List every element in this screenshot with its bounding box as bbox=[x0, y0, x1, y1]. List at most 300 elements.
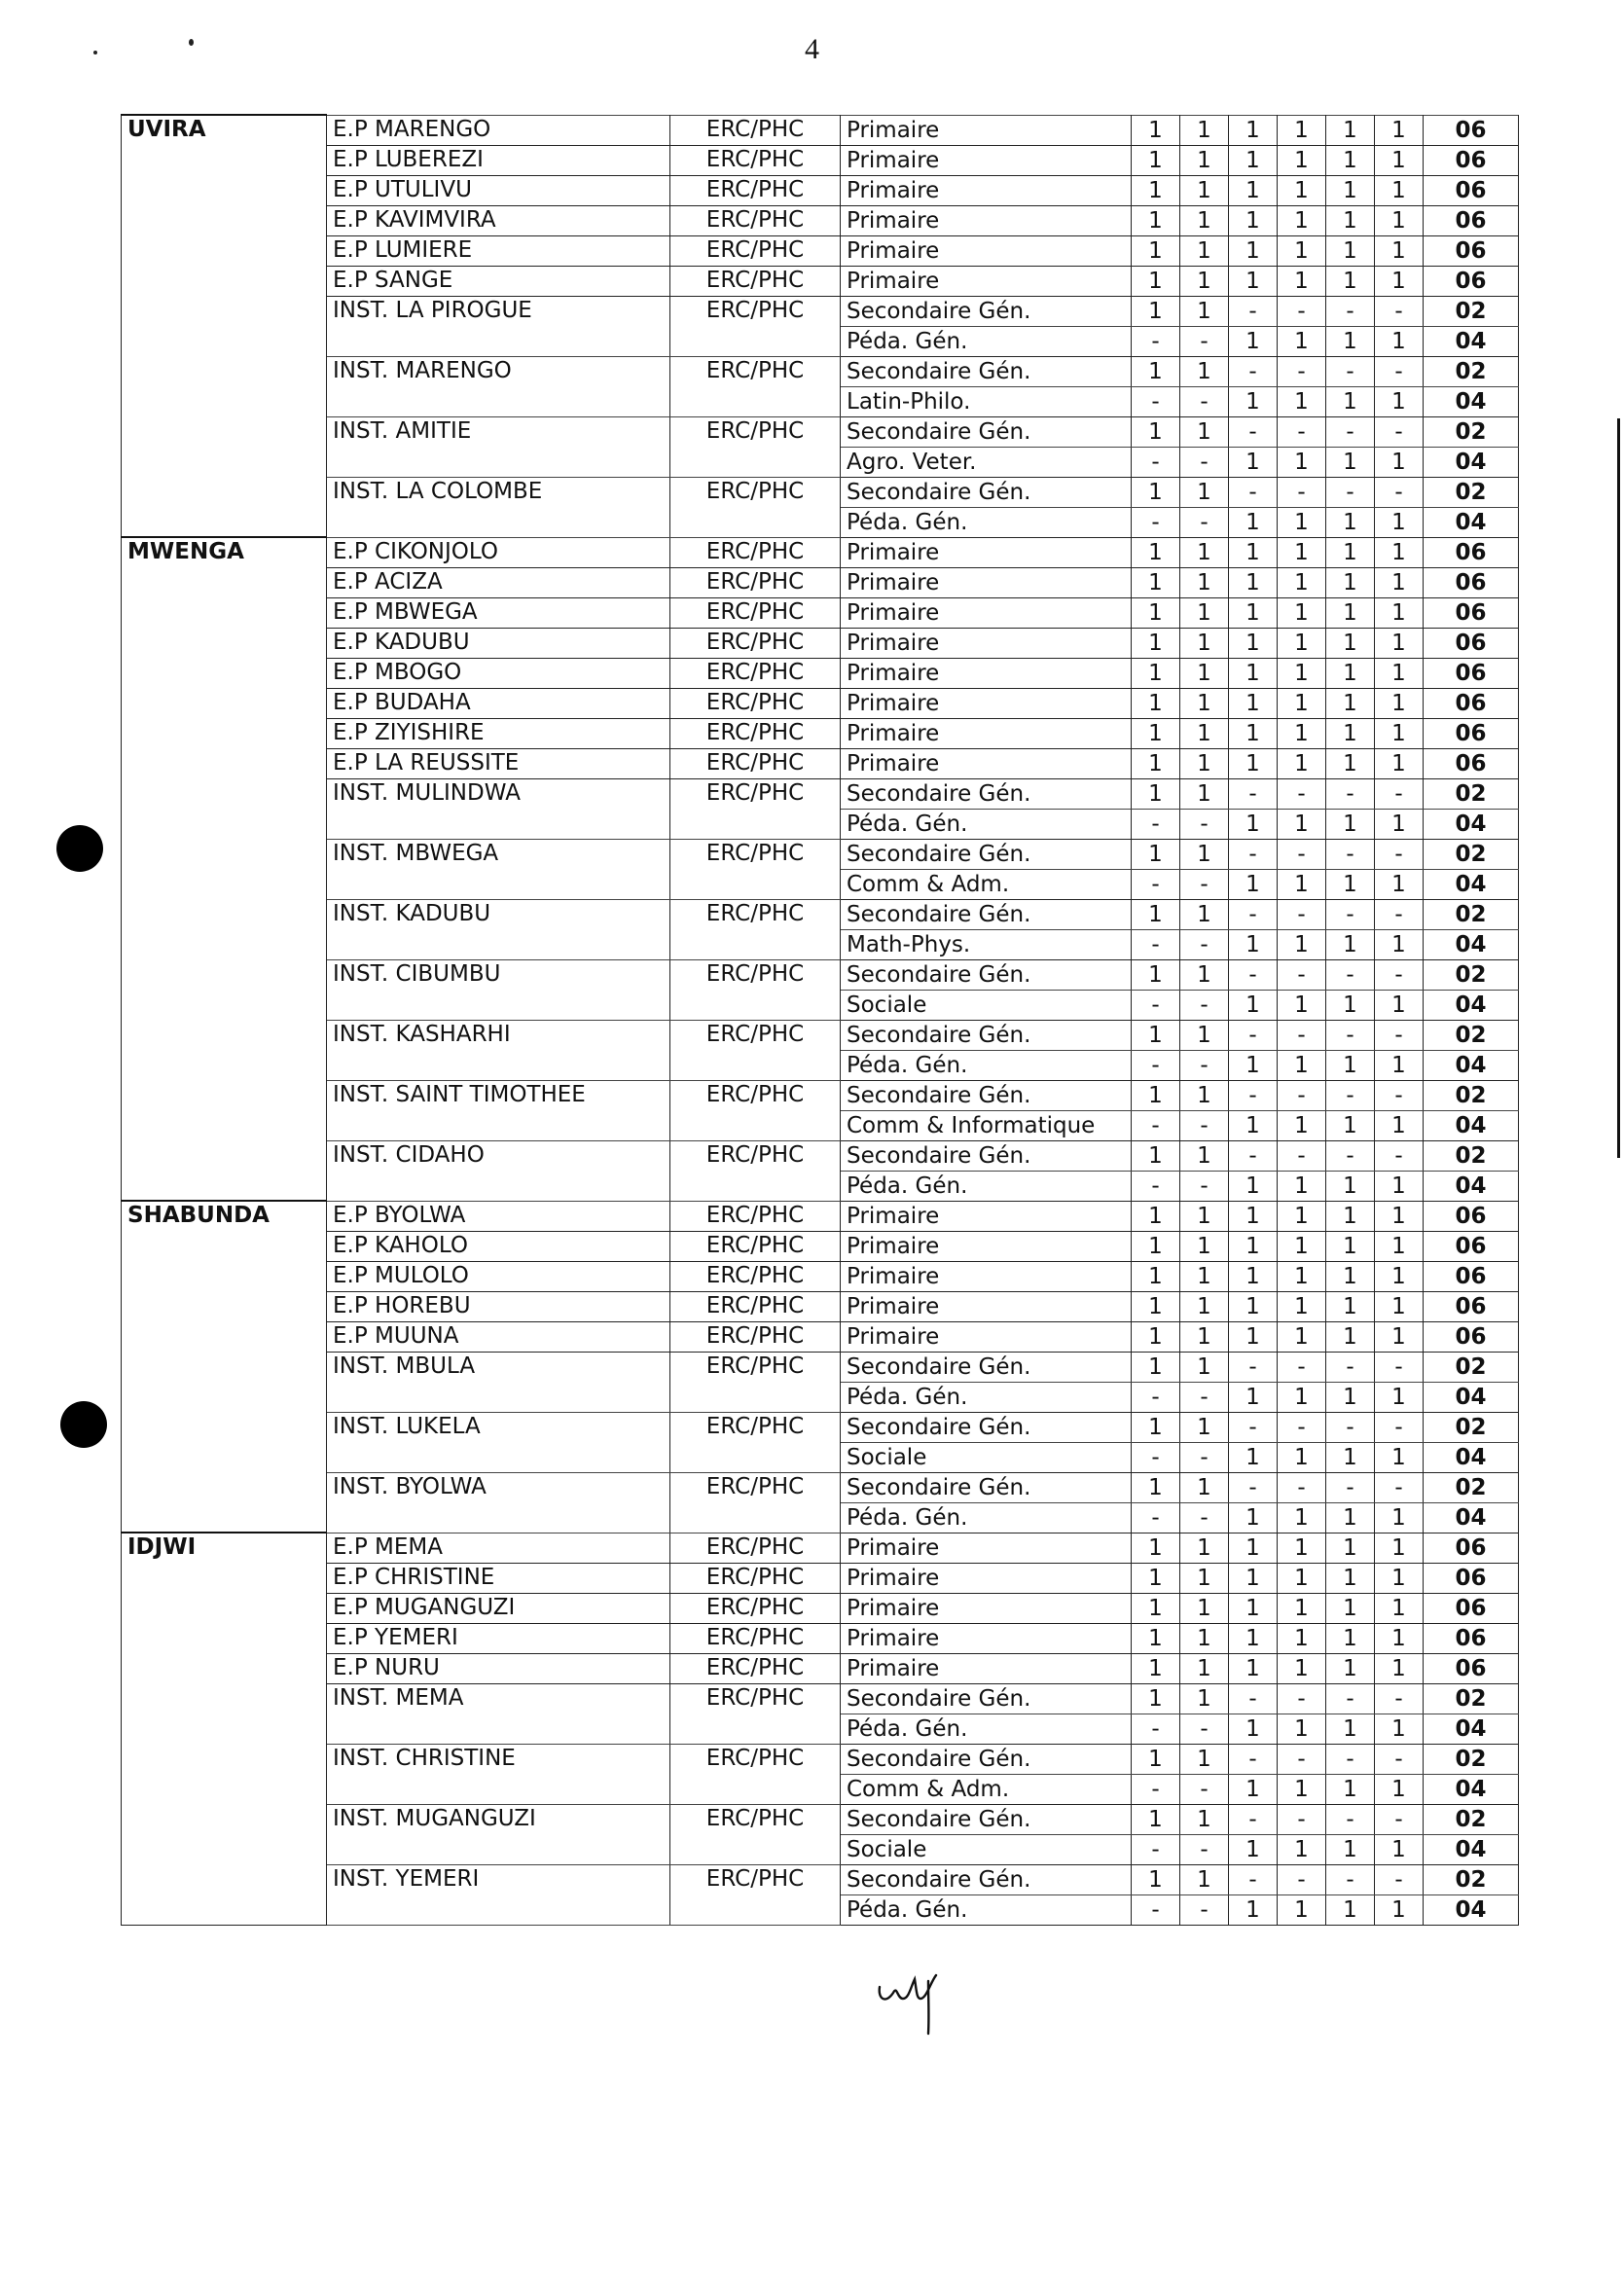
class-count-cell: 1 bbox=[1229, 1261, 1278, 1291]
class-count-cell: 1 bbox=[1278, 1563, 1326, 1593]
class-count-cell: - bbox=[1326, 296, 1375, 326]
class-count-cell: 1 bbox=[1278, 1050, 1326, 1080]
total-cell: 04 bbox=[1424, 1834, 1519, 1864]
class-count-cell: 1 bbox=[1326, 507, 1375, 537]
class-count-cell: 1 bbox=[1229, 1593, 1278, 1623]
class-count-cell: - bbox=[1278, 778, 1326, 809]
class-count-cell: - bbox=[1375, 416, 1424, 447]
school-name-cell: INST. LUKELA bbox=[327, 1412, 670, 1472]
class-count-cell: 1 bbox=[1180, 658, 1229, 688]
class-count-cell: 1 bbox=[1326, 1050, 1375, 1080]
table-row bbox=[122, 235, 1519, 266]
class-count-cell: 1 bbox=[1132, 1744, 1180, 1774]
school-type-cell: ERC/PHC bbox=[670, 1472, 841, 1533]
total-cell: 02 bbox=[1424, 1352, 1519, 1382]
school-name-cell: INST. MBWEGA bbox=[327, 839, 670, 899]
school-name-cell: E.P MUUNA bbox=[327, 1321, 670, 1352]
section-cell: Primaire bbox=[841, 1653, 1132, 1683]
total-cell: 06 bbox=[1424, 235, 1519, 266]
class-count-cell: 1 bbox=[1278, 1321, 1326, 1352]
section-cell: Secondaire Gén. bbox=[841, 1352, 1132, 1382]
class-count-cell: 1 bbox=[1375, 205, 1424, 235]
table-row bbox=[122, 597, 1519, 628]
class-count-cell: - bbox=[1180, 1894, 1229, 1925]
table-row bbox=[122, 1593, 1519, 1623]
class-count-cell: 1 bbox=[1132, 718, 1180, 748]
table-row bbox=[122, 1623, 1519, 1653]
class-count-cell: 1 bbox=[1180, 266, 1229, 296]
total-cell: 02 bbox=[1424, 356, 1519, 386]
table-row bbox=[122, 688, 1519, 718]
class-count-cell: 1 bbox=[1278, 1653, 1326, 1683]
total-cell: 06 bbox=[1424, 567, 1519, 597]
class-count-cell: 1 bbox=[1278, 266, 1326, 296]
class-count-cell: 1 bbox=[1132, 537, 1180, 567]
class-count-cell: 1 bbox=[1180, 567, 1229, 597]
class-count-cell: 1 bbox=[1326, 386, 1375, 416]
class-count-cell: 1 bbox=[1180, 1472, 1229, 1502]
class-count-cell: - bbox=[1132, 1774, 1180, 1804]
class-count-cell: 1 bbox=[1180, 296, 1229, 326]
class-count-cell: 1 bbox=[1229, 1110, 1278, 1140]
class-count-cell: 1 bbox=[1229, 869, 1278, 899]
total-cell: 06 bbox=[1424, 175, 1519, 205]
class-count-cell: 1 bbox=[1229, 507, 1278, 537]
school-type-cell: ERC/PHC bbox=[670, 1140, 841, 1201]
school-type-cell: ERC/PHC bbox=[670, 1623, 841, 1653]
section-cell: Agro. Veter. bbox=[841, 447, 1132, 477]
class-count-cell: 1 bbox=[1375, 1834, 1424, 1864]
class-count-cell: 1 bbox=[1278, 1171, 1326, 1201]
class-count-cell: 1 bbox=[1180, 1683, 1229, 1714]
class-count-cell: 1 bbox=[1132, 266, 1180, 296]
school-name-cell: E.P LA REUSSITE bbox=[327, 748, 670, 778]
class-count-cell: 1 bbox=[1326, 990, 1375, 1020]
school-type-cell: ERC/PHC bbox=[670, 1744, 841, 1804]
section-cell: Primaire bbox=[841, 175, 1132, 205]
class-count-cell: 1 bbox=[1229, 537, 1278, 567]
class-count-cell: - bbox=[1278, 839, 1326, 869]
class-count-cell: 1 bbox=[1326, 748, 1375, 778]
class-count-cell: 1 bbox=[1326, 567, 1375, 597]
table-row bbox=[122, 1291, 1519, 1321]
class-count-cell: 1 bbox=[1278, 1201, 1326, 1231]
table-row bbox=[122, 658, 1519, 688]
section-cell: Primaire bbox=[841, 145, 1132, 175]
class-count-cell: 1 bbox=[1326, 1894, 1375, 1925]
class-count-cell: - bbox=[1375, 1864, 1424, 1894]
territory-cell: MWENGA bbox=[122, 537, 327, 1201]
school-type-cell: ERC/PHC bbox=[670, 1231, 841, 1261]
class-count-cell: - bbox=[1229, 356, 1278, 386]
table-row bbox=[122, 839, 1519, 869]
class-count-cell: 1 bbox=[1229, 1502, 1278, 1533]
school-name-cell: E.P SANGE bbox=[327, 266, 670, 296]
total-cell: 06 bbox=[1424, 266, 1519, 296]
class-count-cell: - bbox=[1229, 839, 1278, 869]
total-cell: 06 bbox=[1424, 115, 1519, 145]
class-count-cell: 1 bbox=[1326, 235, 1375, 266]
class-count-cell: 1 bbox=[1278, 1442, 1326, 1472]
class-count-cell: 1 bbox=[1278, 1291, 1326, 1321]
total-cell: 02 bbox=[1424, 1080, 1519, 1110]
class-count-cell: 1 bbox=[1132, 959, 1180, 990]
class-count-cell: 1 bbox=[1326, 1714, 1375, 1744]
class-count-cell: 1 bbox=[1180, 416, 1229, 447]
class-count-cell: 1 bbox=[1375, 1291, 1424, 1321]
school-name-cell: E.P MBWEGA bbox=[327, 597, 670, 628]
total-cell: 04 bbox=[1424, 869, 1519, 899]
class-count-cell: 1 bbox=[1132, 688, 1180, 718]
school-type-cell: ERC/PHC bbox=[670, 628, 841, 658]
class-count-cell: - bbox=[1180, 1382, 1229, 1412]
total-cell: 04 bbox=[1424, 809, 1519, 839]
school-type-cell: ERC/PHC bbox=[670, 356, 841, 416]
table-row bbox=[122, 1563, 1519, 1593]
class-count-cell: 1 bbox=[1278, 929, 1326, 959]
handwritten-initials bbox=[876, 1969, 954, 2036]
class-count-cell: - bbox=[1229, 1472, 1278, 1502]
class-count-cell: - bbox=[1132, 1834, 1180, 1864]
class-count-cell: 1 bbox=[1180, 1412, 1229, 1442]
class-count-cell: 1 bbox=[1326, 869, 1375, 899]
class-count-cell: 1 bbox=[1132, 416, 1180, 447]
table-row bbox=[122, 1744, 1519, 1774]
class-count-cell: 1 bbox=[1229, 1442, 1278, 1472]
class-count-cell: - bbox=[1326, 1744, 1375, 1774]
scan-speck bbox=[189, 39, 194, 46]
school-name-cell: INST. MUGANGUZI bbox=[327, 1804, 670, 1864]
class-count-cell: 1 bbox=[1132, 1231, 1180, 1261]
class-count-cell: - bbox=[1326, 416, 1375, 447]
table-row bbox=[122, 718, 1519, 748]
class-count-cell: 1 bbox=[1180, 1020, 1229, 1050]
table-row bbox=[122, 205, 1519, 235]
class-count-cell: 1 bbox=[1326, 1533, 1375, 1563]
table-row bbox=[122, 1261, 1519, 1291]
section-cell: Secondaire Gén. bbox=[841, 356, 1132, 386]
class-count-cell: 1 bbox=[1375, 175, 1424, 205]
class-count-cell: 1 bbox=[1132, 1864, 1180, 1894]
school-type-cell: ERC/PHC bbox=[670, 115, 841, 145]
class-count-cell: 1 bbox=[1326, 447, 1375, 477]
class-count-cell: - bbox=[1278, 899, 1326, 929]
class-count-cell: - bbox=[1326, 1352, 1375, 1382]
section-cell: Primaire bbox=[841, 1593, 1132, 1623]
total-cell: 04 bbox=[1424, 990, 1519, 1020]
class-count-cell: - bbox=[1326, 1683, 1375, 1714]
class-count-cell: - bbox=[1375, 1683, 1424, 1714]
total-cell: 06 bbox=[1424, 1291, 1519, 1321]
class-count-cell: - bbox=[1375, 296, 1424, 326]
class-count-cell: - bbox=[1375, 1020, 1424, 1050]
class-count-cell: 1 bbox=[1229, 447, 1278, 477]
class-count-cell: - bbox=[1278, 477, 1326, 507]
class-count-cell: 1 bbox=[1375, 1593, 1424, 1623]
class-count-cell: 1 bbox=[1132, 628, 1180, 658]
total-cell: 06 bbox=[1424, 205, 1519, 235]
class-count-cell: 1 bbox=[1229, 145, 1278, 175]
class-count-cell: 1 bbox=[1180, 1593, 1229, 1623]
class-count-cell: - bbox=[1180, 326, 1229, 356]
class-count-cell: 1 bbox=[1180, 1533, 1229, 1563]
class-count-cell: 1 bbox=[1229, 929, 1278, 959]
total-cell: 04 bbox=[1424, 1110, 1519, 1140]
class-count-cell: - bbox=[1278, 1412, 1326, 1442]
table-row bbox=[122, 628, 1519, 658]
class-count-cell: 1 bbox=[1326, 1834, 1375, 1864]
class-count-cell: 1 bbox=[1180, 1231, 1229, 1261]
class-count-cell: - bbox=[1229, 1140, 1278, 1171]
class-count-cell: 1 bbox=[1180, 1653, 1229, 1683]
section-cell: Secondaire Gén. bbox=[841, 1140, 1132, 1171]
class-count-cell: 1 bbox=[1229, 567, 1278, 597]
class-count-cell: 1 bbox=[1132, 356, 1180, 386]
class-count-cell: 1 bbox=[1278, 628, 1326, 658]
class-count-cell: 1 bbox=[1326, 145, 1375, 175]
class-count-cell: 1 bbox=[1132, 1352, 1180, 1382]
table-row bbox=[122, 477, 1519, 507]
school-name-cell: INST. LA COLOMBE bbox=[327, 477, 670, 537]
class-count-cell: 1 bbox=[1229, 1533, 1278, 1563]
total-cell: 06 bbox=[1424, 1201, 1519, 1231]
class-count-cell: 1 bbox=[1132, 597, 1180, 628]
class-count-cell: 1 bbox=[1278, 688, 1326, 718]
class-count-cell: - bbox=[1229, 899, 1278, 929]
section-cell: Comm & Adm. bbox=[841, 1774, 1132, 1804]
class-count-cell: 1 bbox=[1180, 1744, 1229, 1774]
class-count-cell: 1 bbox=[1278, 1774, 1326, 1804]
school-type-cell: ERC/PHC bbox=[670, 778, 841, 839]
class-count-cell: 1 bbox=[1229, 597, 1278, 628]
school-type-cell: ERC/PHC bbox=[670, 597, 841, 628]
class-count-cell: 1 bbox=[1229, 266, 1278, 296]
class-count-cell: 1 bbox=[1278, 869, 1326, 899]
class-count-cell: - bbox=[1229, 1683, 1278, 1714]
class-count-cell: - bbox=[1326, 1020, 1375, 1050]
class-count-cell: - bbox=[1375, 959, 1424, 990]
class-count-cell: 1 bbox=[1326, 1231, 1375, 1261]
class-count-cell: - bbox=[1132, 1714, 1180, 1744]
class-count-cell: 1 bbox=[1278, 1714, 1326, 1744]
class-count-cell: 1 bbox=[1132, 1020, 1180, 1050]
school-type-cell: ERC/PHC bbox=[670, 718, 841, 748]
class-count-cell: 1 bbox=[1278, 658, 1326, 688]
school-type-cell: ERC/PHC bbox=[670, 899, 841, 959]
table-row bbox=[122, 1412, 1519, 1442]
section-cell: Primaire bbox=[841, 1533, 1132, 1563]
class-count-cell: 1 bbox=[1375, 929, 1424, 959]
section-cell: Comm & Informatique bbox=[841, 1110, 1132, 1140]
total-cell: 04 bbox=[1424, 1442, 1519, 1472]
class-count-cell: - bbox=[1229, 296, 1278, 326]
school-name-cell: INST. MARENGO bbox=[327, 356, 670, 416]
school-name-cell: E.P UTULIVU bbox=[327, 175, 670, 205]
class-count-cell: 1 bbox=[1326, 1291, 1375, 1321]
class-count-cell: 1 bbox=[1180, 1080, 1229, 1110]
class-count-cell: 1 bbox=[1326, 688, 1375, 718]
class-count-cell: - bbox=[1375, 1804, 1424, 1834]
class-count-cell: - bbox=[1278, 1683, 1326, 1714]
class-count-cell: 1 bbox=[1375, 1502, 1424, 1533]
total-cell: 04 bbox=[1424, 1774, 1519, 1804]
class-count-cell: - bbox=[1132, 386, 1180, 416]
class-count-cell: 1 bbox=[1132, 839, 1180, 869]
class-count-cell: - bbox=[1326, 1412, 1375, 1442]
section-cell: Math-Phys. bbox=[841, 929, 1132, 959]
class-count-cell: 1 bbox=[1180, 1864, 1229, 1894]
class-count-cell: - bbox=[1326, 1804, 1375, 1834]
section-cell: Primaire bbox=[841, 628, 1132, 658]
total-cell: 04 bbox=[1424, 1894, 1519, 1925]
school-name-cell: E.P MEMA bbox=[327, 1533, 670, 1563]
total-cell: 06 bbox=[1424, 1623, 1519, 1653]
school-type-cell: ERC/PHC bbox=[670, 175, 841, 205]
class-count-cell: - bbox=[1326, 839, 1375, 869]
table-row bbox=[122, 537, 1519, 567]
class-count-cell: 1 bbox=[1229, 115, 1278, 145]
class-count-cell: 1 bbox=[1375, 869, 1424, 899]
class-count-cell: 1 bbox=[1229, 990, 1278, 1020]
class-count-cell: 1 bbox=[1229, 326, 1278, 356]
class-count-cell: - bbox=[1229, 959, 1278, 990]
class-count-cell: - bbox=[1180, 507, 1229, 537]
class-count-cell: - bbox=[1326, 356, 1375, 386]
section-cell: Primaire bbox=[841, 1321, 1132, 1352]
class-count-cell: 1 bbox=[1132, 296, 1180, 326]
section-cell: Secondaire Gén. bbox=[841, 1080, 1132, 1110]
class-count-cell: 1 bbox=[1180, 145, 1229, 175]
class-count-cell: 1 bbox=[1180, 1291, 1229, 1321]
school-type-cell: ERC/PHC bbox=[670, 1653, 841, 1683]
class-count-cell: 1 bbox=[1180, 1261, 1229, 1291]
section-cell: Primaire bbox=[841, 1291, 1132, 1321]
school-type-cell: ERC/PHC bbox=[670, 1020, 841, 1080]
class-count-cell: - bbox=[1229, 477, 1278, 507]
class-count-cell: - bbox=[1132, 1171, 1180, 1201]
section-cell: Primaire bbox=[841, 1623, 1132, 1653]
section-cell: Primaire bbox=[841, 748, 1132, 778]
class-count-cell: 1 bbox=[1375, 386, 1424, 416]
class-count-cell: - bbox=[1278, 356, 1326, 386]
total-cell: 02 bbox=[1424, 778, 1519, 809]
class-count-cell: 1 bbox=[1180, 597, 1229, 628]
class-count-cell: 1 bbox=[1278, 1110, 1326, 1140]
class-count-cell: - bbox=[1180, 1442, 1229, 1472]
class-count-cell: 1 bbox=[1326, 809, 1375, 839]
class-count-cell: 1 bbox=[1375, 537, 1424, 567]
total-cell: 04 bbox=[1424, 929, 1519, 959]
class-count-cell: 1 bbox=[1180, 235, 1229, 266]
school-type-cell: ERC/PHC bbox=[670, 1291, 841, 1321]
section-cell: Péda. Gén. bbox=[841, 809, 1132, 839]
table-body bbox=[122, 115, 1519, 1925]
school-name-cell: E.P LUMIERE bbox=[327, 235, 670, 266]
total-cell: 02 bbox=[1424, 899, 1519, 929]
class-count-cell: 1 bbox=[1132, 1080, 1180, 1110]
class-count-cell: - bbox=[1180, 1050, 1229, 1080]
class-count-cell: 1 bbox=[1132, 115, 1180, 145]
class-count-cell: 1 bbox=[1375, 507, 1424, 537]
class-count-cell: - bbox=[1229, 1412, 1278, 1442]
class-count-cell: 1 bbox=[1132, 1683, 1180, 1714]
class-count-cell: 1 bbox=[1180, 115, 1229, 145]
total-cell: 02 bbox=[1424, 839, 1519, 869]
total-cell: 06 bbox=[1424, 1261, 1519, 1291]
total-cell: 02 bbox=[1424, 1864, 1519, 1894]
section-cell: Secondaire Gén. bbox=[841, 1020, 1132, 1050]
class-count-cell: 1 bbox=[1375, 628, 1424, 658]
school-name-cell: INST. CIDAHO bbox=[327, 1140, 670, 1201]
class-count-cell: 1 bbox=[1375, 1261, 1424, 1291]
class-count-cell: - bbox=[1132, 1050, 1180, 1080]
table-row bbox=[122, 1472, 1519, 1502]
total-cell: 06 bbox=[1424, 597, 1519, 628]
class-count-cell: 1 bbox=[1326, 1442, 1375, 1472]
section-cell: Primaire bbox=[841, 537, 1132, 567]
class-count-cell: - bbox=[1278, 1352, 1326, 1382]
class-count-cell: 1 bbox=[1278, 1593, 1326, 1623]
section-cell: Comm & Adm. bbox=[841, 869, 1132, 899]
class-count-cell: 1 bbox=[1326, 266, 1375, 296]
class-count-cell: 1 bbox=[1229, 1171, 1278, 1201]
class-count-cell: - bbox=[1278, 296, 1326, 326]
section-cell: Secondaire Gén. bbox=[841, 839, 1132, 869]
class-count-cell: - bbox=[1180, 1714, 1229, 1744]
class-count-cell: - bbox=[1278, 1080, 1326, 1110]
total-cell: 02 bbox=[1424, 1412, 1519, 1442]
total-cell: 02 bbox=[1424, 477, 1519, 507]
class-count-cell: 1 bbox=[1278, 990, 1326, 1020]
class-count-cell: - bbox=[1229, 416, 1278, 447]
total-cell: 06 bbox=[1424, 718, 1519, 748]
scan-speck bbox=[93, 51, 97, 54]
class-count-cell: 1 bbox=[1278, 205, 1326, 235]
class-count-cell: 1 bbox=[1180, 1321, 1229, 1352]
class-count-cell: - bbox=[1375, 1412, 1424, 1442]
class-count-cell: 1 bbox=[1132, 1291, 1180, 1321]
class-count-cell: - bbox=[1180, 1774, 1229, 1804]
class-count-cell: - bbox=[1132, 507, 1180, 537]
punch-hole bbox=[56, 825, 103, 872]
class-count-cell: 1 bbox=[1326, 1382, 1375, 1412]
class-count-cell: - bbox=[1132, 869, 1180, 899]
section-cell: Secondaire Gén. bbox=[841, 296, 1132, 326]
table-row bbox=[122, 266, 1519, 296]
school-type-cell: ERC/PHC bbox=[670, 1080, 841, 1140]
class-count-cell: 1 bbox=[1326, 175, 1375, 205]
class-count-cell: 1 bbox=[1278, 235, 1326, 266]
class-count-cell: 1 bbox=[1326, 1110, 1375, 1140]
class-count-cell: - bbox=[1375, 1472, 1424, 1502]
total-cell: 02 bbox=[1424, 416, 1519, 447]
class-count-cell: - bbox=[1180, 1834, 1229, 1864]
total-cell: 04 bbox=[1424, 1050, 1519, 1080]
class-count-cell: 1 bbox=[1278, 175, 1326, 205]
total-cell: 04 bbox=[1424, 1502, 1519, 1533]
school-name-cell: E.P MULOLO bbox=[327, 1261, 670, 1291]
class-count-cell: - bbox=[1326, 899, 1375, 929]
class-count-cell: - bbox=[1375, 778, 1424, 809]
class-count-cell: 1 bbox=[1229, 175, 1278, 205]
school-type-cell: ERC/PHC bbox=[670, 567, 841, 597]
school-type-cell: ERC/PHC bbox=[670, 1261, 841, 1291]
class-count-cell: 1 bbox=[1132, 1261, 1180, 1291]
class-count-cell: - bbox=[1132, 1110, 1180, 1140]
class-count-cell: 1 bbox=[1278, 748, 1326, 778]
section-cell: Péda. Gén. bbox=[841, 507, 1132, 537]
class-count-cell: 1 bbox=[1229, 658, 1278, 688]
